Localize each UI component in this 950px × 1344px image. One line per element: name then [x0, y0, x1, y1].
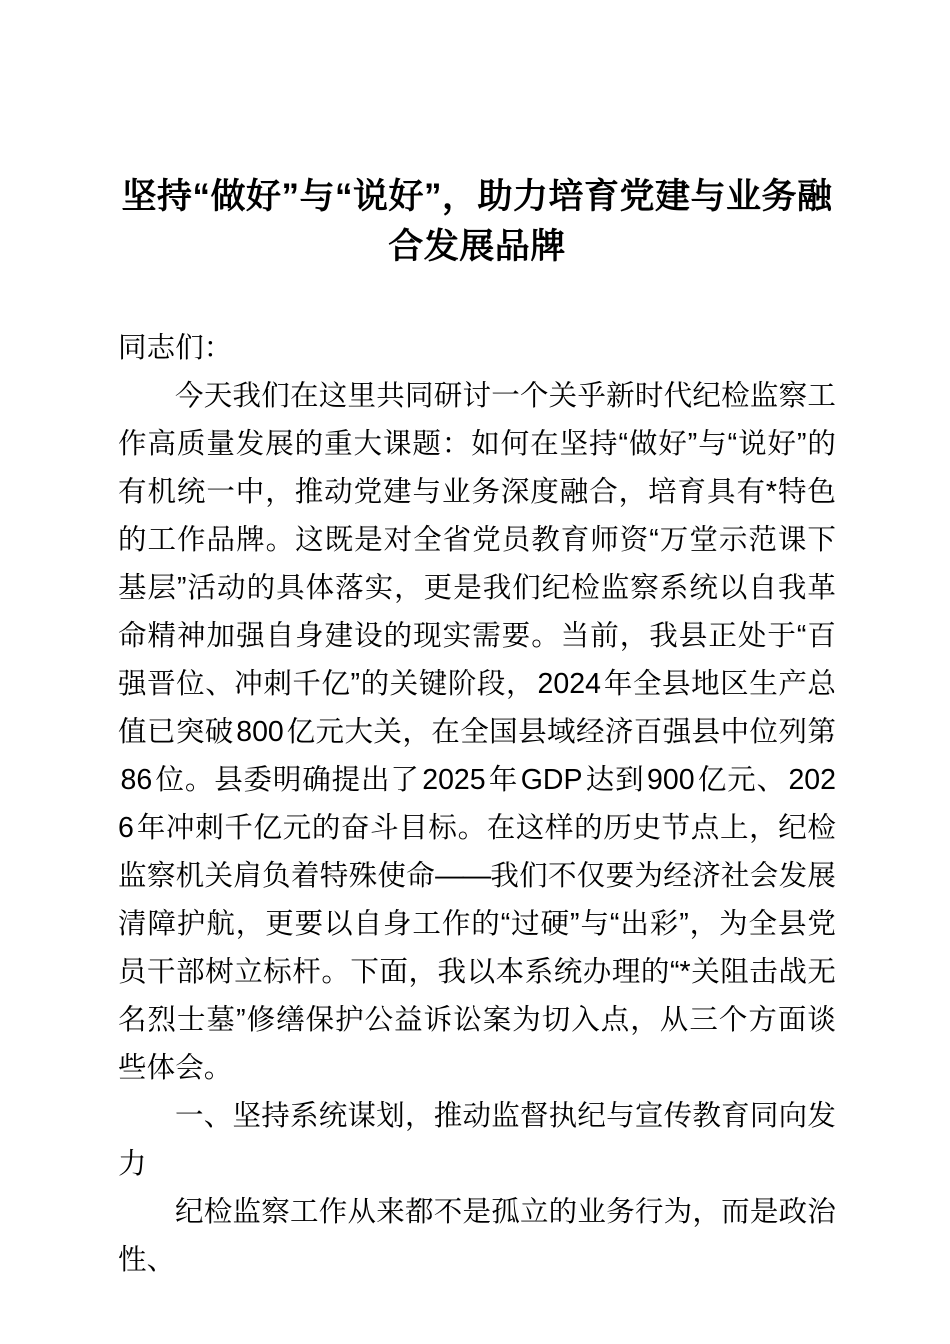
section-heading-1: 一、坚持系统谋划，推动监督执纪与宣传教育同向发力: [118, 1100, 836, 1180]
body-paragraph-1: 今天我们在这里共同研讨一个关乎新时代纪检监察工作高质量发展的重大课题：如何在坚持“做好”与“说好”的有机统一中，推动党建与业务深度融合，培育具有*特色的工作品牌。这既是对全省党员教育师资“万堂示范课下基层”活动的具体落实，更是我们纪检监察系统以自我革命精神加强自身建设的现实需要。当前，我县正处于“百强晋位、冲刺千亿”的关键阶段，2024年全县地区生产总值已突破800亿元大关，在全国县域经济百强县中位列第86位。县委明确提出了2025年GDP达到900亿元、2026年冲刺千亿元的奋斗目标。在这样的历史节点上，纪检监察机关肩负着特殊使命——我们不仅要为经济社会发展清障护航，更要以自身工作的“过硬”与“出彩”，为全县党员干部树立标杆。下面，我以本系统办理的“*关阻击战无名烈士墓”修缮保护公益诉讼案为切入点，从三个方面谈些体会。: [118, 380, 837, 1084]
body-paragraph-2: 纪检监察工作从来都不是孤立的业务行为，而是政治性、: [118, 1196, 836, 1276]
page-title: 坚持“做好”与“说好”，助力培育党建与业务融合发展品牌: [121, 177, 833, 266]
salutation-line: 同志们：: [118, 332, 233, 364]
document-body: [118, 0, 836, 1284]
